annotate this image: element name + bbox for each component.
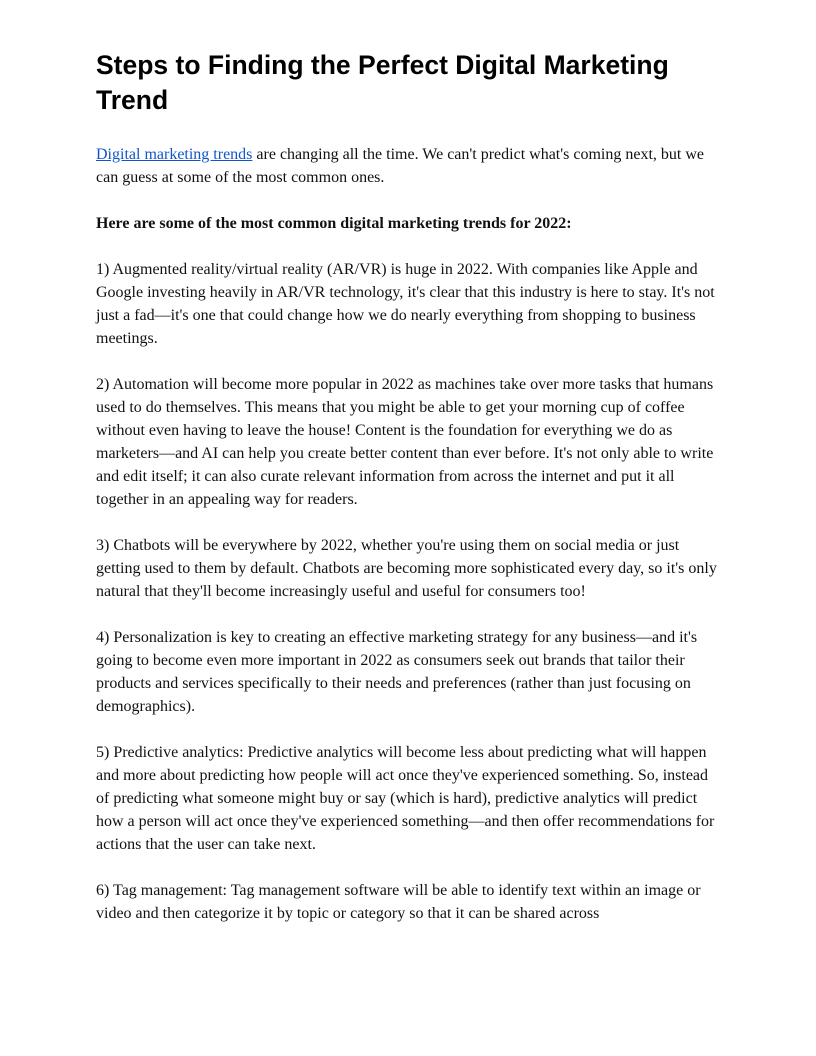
intro-paragraph [96, 143, 720, 189]
page-title: Steps to Finding the Perfect Digital Marketing Trend [96, 50, 669, 115]
intro-text: are changing all the time. We can't predict what's coming next, but we can guess at some of the most common ones. [96, 146, 704, 186]
trend-item-5: 5) Predictive analytics: Predictive analytics will become less about predicting what will happen and more about predicting how people will act once they've experienced something. So, instead of predicting what someone might buy or say (which is hard), predictive analytics will predict how a person will act once they've experienced something—and then offer recommendations for actions that the user can take next. [96, 744, 715, 853]
section-subheading: Here are some of the most common digital marketing trends for 2022: [96, 215, 572, 232]
digital-marketing-trends-link[interactable]: Digital marketing trends [96, 146, 253, 163]
trend-item-6: 6) Tag management: Tag management software will be able to identify text within an image or video and then categorize it by topic or category so that it can be shared across [96, 882, 701, 922]
trend-item-4: 4) Personalization is key to creating an effective marketing strategy for any business—and it's going to become even more important in 2022 as consumers seek out brands that tailor their products and services specifically to their needs and preferences (rather than just focusing on demographics). [96, 629, 698, 715]
document-page [96, 48, 720, 948]
trend-item-1: 1) Augmented reality/virtual reality (AR/VR) is huge in 2022. With companies like Apple and Google investing heavily in AR/VR technology, it's clear that this industry is here to stay. It's not just a fad—it's one that could change how we do nearly everything from shopping to business meetings. [96, 261, 715, 347]
trend-item-3: 3) Chatbots will be everywhere by 2022, whether you're using them on social media or just getting used to them by default. Chatbots are becoming more sophisticated every day, so it's only natural that they'll become increasingly useful and useful for consumers too! [96, 537, 717, 600]
trend-item-2: 2) Automation will become more popular in 2022 as machines take over more tasks that humans used to do themselves. This means that you might be able to get your morning cup of coffee without even having to leave the house! Content is the foundation for everything we do as marketers—and AI can help you create better content than ever before. It's not only able to write and edit itself; it can also curate relevant information from across the internet and put it all together in an appealing way for readers. [96, 376, 714, 508]
